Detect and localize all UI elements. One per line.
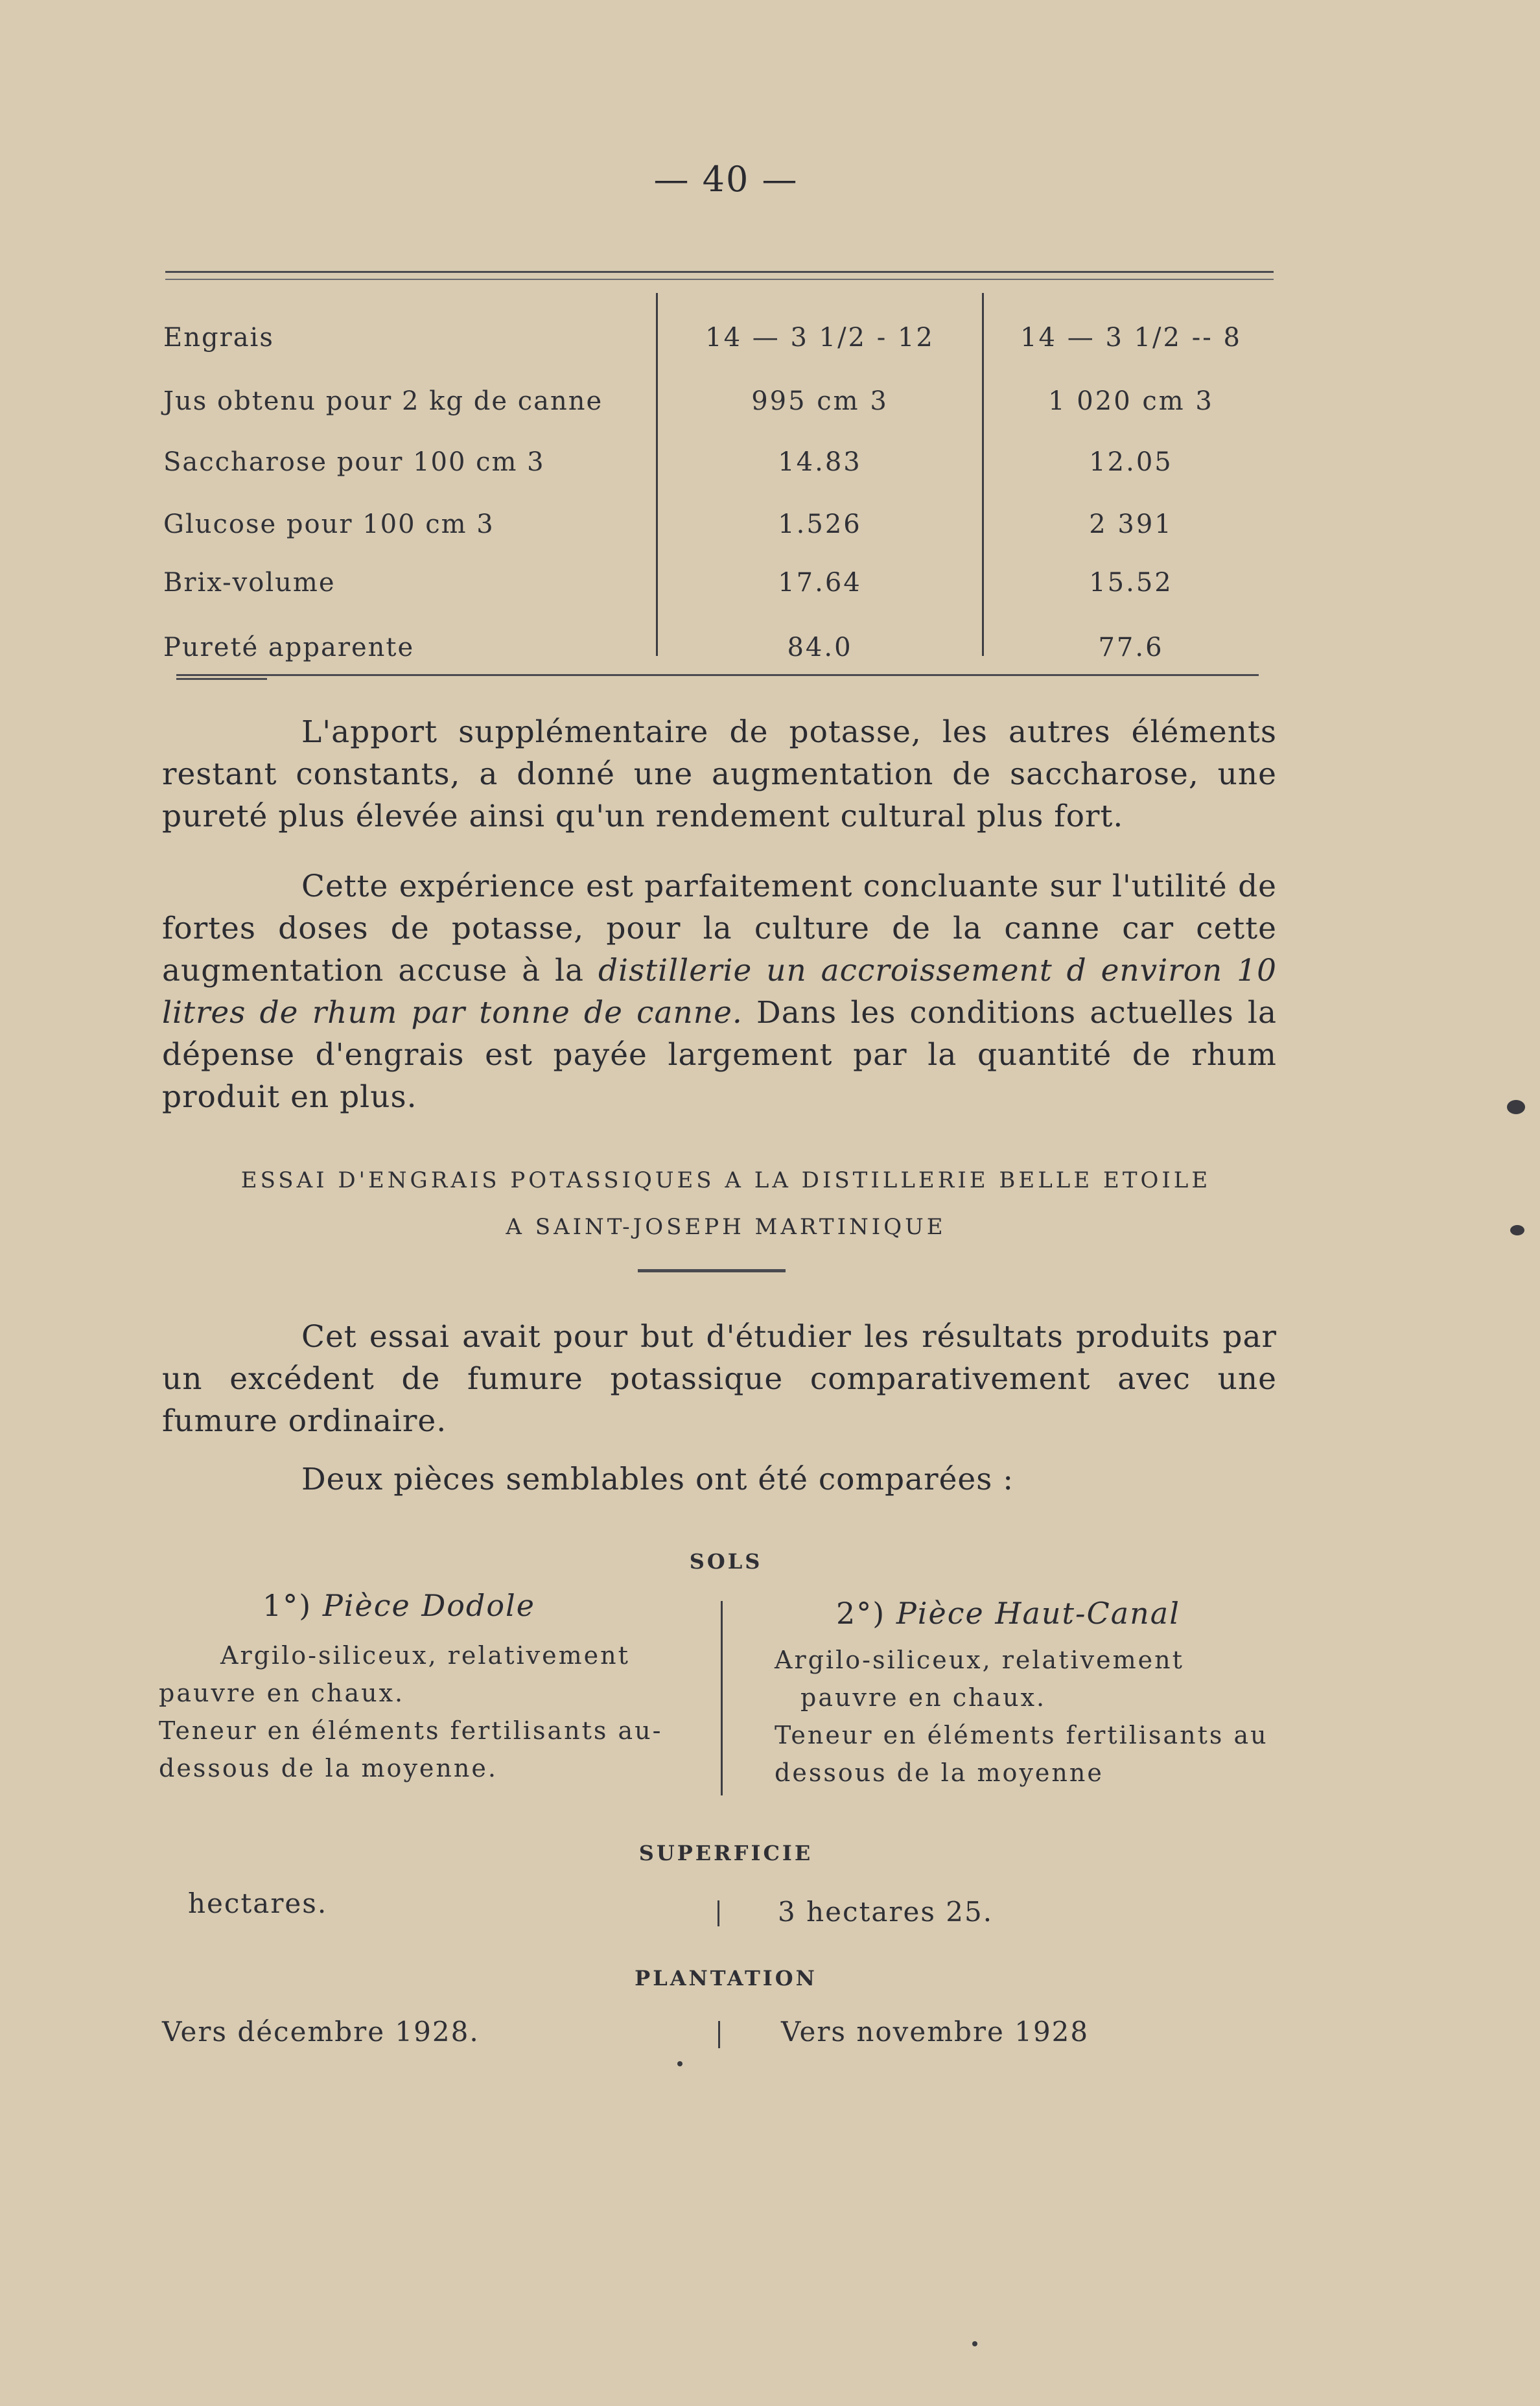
- table-cell: 17.64: [778, 568, 862, 598]
- paragraph-comparison: Deux pièces semblables ont été comparées :: [301, 1462, 1014, 1497]
- table-cell: 2 391: [1089, 509, 1173, 539]
- conclusion-text: Cette expérience est parfaitement concluante sur l'utilité de fortes doses de potasse, pour la culture de la canne car cette augmentation accuse à la: [162, 869, 1277, 988]
- sol-right-name: Pièce Haut-Canal: [896, 1596, 1180, 1631]
- sol-right-number: 2°): [836, 1596, 886, 1631]
- table-bottom-rule-mark: [176, 678, 267, 680]
- superficie-left: hectares.: [188, 1887, 328, 1919]
- plantation-divider: [718, 2021, 720, 2048]
- conclusion-text-end: Dans les conditions actuelles la dépense d'engrais est payée largement par la quantité de rhum produit en plus.: [162, 995, 1277, 1115]
- sols-divider: [721, 1601, 723, 1795]
- sol-left-name: Pièce Dodole: [322, 1588, 535, 1623]
- sol-right-description: [775, 1641, 1280, 1792]
- sol-left-line2: Teneur en éléments fertilisants au-dessous de la moyenne.: [159, 1716, 663, 1782]
- sol-left-title: [262, 1588, 535, 1623]
- paragraph-conclusion: [162, 865, 1277, 1118]
- plantation-left: Vers décembre 1928.: [162, 2016, 480, 2048]
- paragraph-potash-result: L'apport supplémentaire de potasse, les autres éléments restant constants, a donné une augmentation de saccharose, une pureté plus élevée ainsi qu'un rendement cultural plus fort.: [162, 714, 1277, 834]
- table-cell: 1 020 cm 3: [1048, 386, 1214, 416]
- table-cell: 84.0: [787, 633, 853, 662]
- sol-right-line1: Argilo-siliceux, relativement pauvre en chaux.: [775, 1646, 1184, 1712]
- table-cell: 14 — 3 1/2 -- 8: [1020, 323, 1242, 353]
- plantation-right: Vers novembre 1928: [781, 2016, 1090, 2048]
- table-cell: 15.52: [1089, 568, 1173, 598]
- table-top-rule-thin: [165, 279, 1274, 280]
- table-cell: 77.6: [1098, 633, 1164, 662]
- table-top-rule: [165, 271, 1274, 273]
- sol-left-description: [159, 1637, 664, 1787]
- conclusion-emphasis: distillerie un accroissement d environ 10 litres de rhum par tonne de canne.: [162, 953, 1277, 1031]
- sols-heading: SOLS: [689, 1549, 763, 1574]
- table-column-divider: [982, 293, 984, 656]
- table-cell: 12.05: [1089, 447, 1173, 477]
- table-cell: 1.526: [778, 509, 862, 539]
- sol-right-title: [836, 1596, 1180, 1631]
- page-number: — 40 —: [653, 159, 799, 200]
- paragraph-essai-goal: Cet essai avait pour but d'étudier les résultats produits par un excédent de fumure potassique comparativement avec une fumure ordinaire.: [162, 1319, 1277, 1439]
- paper-speck: [1510, 1225, 1524, 1235]
- paper-speck: [972, 2341, 977, 2346]
- superficie-heading: SUPERFICIE: [638, 1841, 813, 1865]
- superficie-divider: [718, 1900, 719, 1926]
- superficie-right: 3 hectares 25.: [778, 1896, 994, 1928]
- table-cell: 14 — 3 1/2 - 12: [705, 323, 935, 353]
- table-cell: 995 cm 3: [751, 386, 889, 416]
- paper-speck: [1507, 1100, 1525, 1114]
- table-row-label: Pureté apparente: [163, 633, 415, 662]
- table-row-label: Jus obtenu pour 2 kg de canne: [163, 386, 603, 416]
- table-cell: 14.83: [778, 447, 862, 477]
- table-row-label: Glucose pour 100 cm 3: [163, 509, 495, 539]
- table-row-label: Brix-volume: [163, 568, 336, 598]
- plantation-heading: PLANTATION: [635, 1966, 817, 1991]
- essai-subheading: A SAINT-JOSEPH MARTINIQUE: [506, 1214, 946, 1240]
- sol-right-line2: Teneur en éléments fertilisants au dessous de la moyenne: [775, 1721, 1268, 1787]
- paper-speck: [677, 2061, 682, 2066]
- sol-left-number: 1°): [262, 1588, 312, 1623]
- table-row-label: Engrais: [163, 323, 274, 353]
- table-bottom-rule: [176, 674, 1259, 676]
- table-row-label: Saccharose pour 100 cm 3: [163, 447, 545, 477]
- sol-left-line1: Argilo-siliceux, relativement pauvre en chaux.: [159, 1641, 630, 1707]
- essai-heading: ESSAI D'ENGRAIS POTASSIQUES A LA DISTILLERIE BELLE ETOILE: [240, 1167, 1211, 1193]
- heading-divider: [638, 1269, 786, 1272]
